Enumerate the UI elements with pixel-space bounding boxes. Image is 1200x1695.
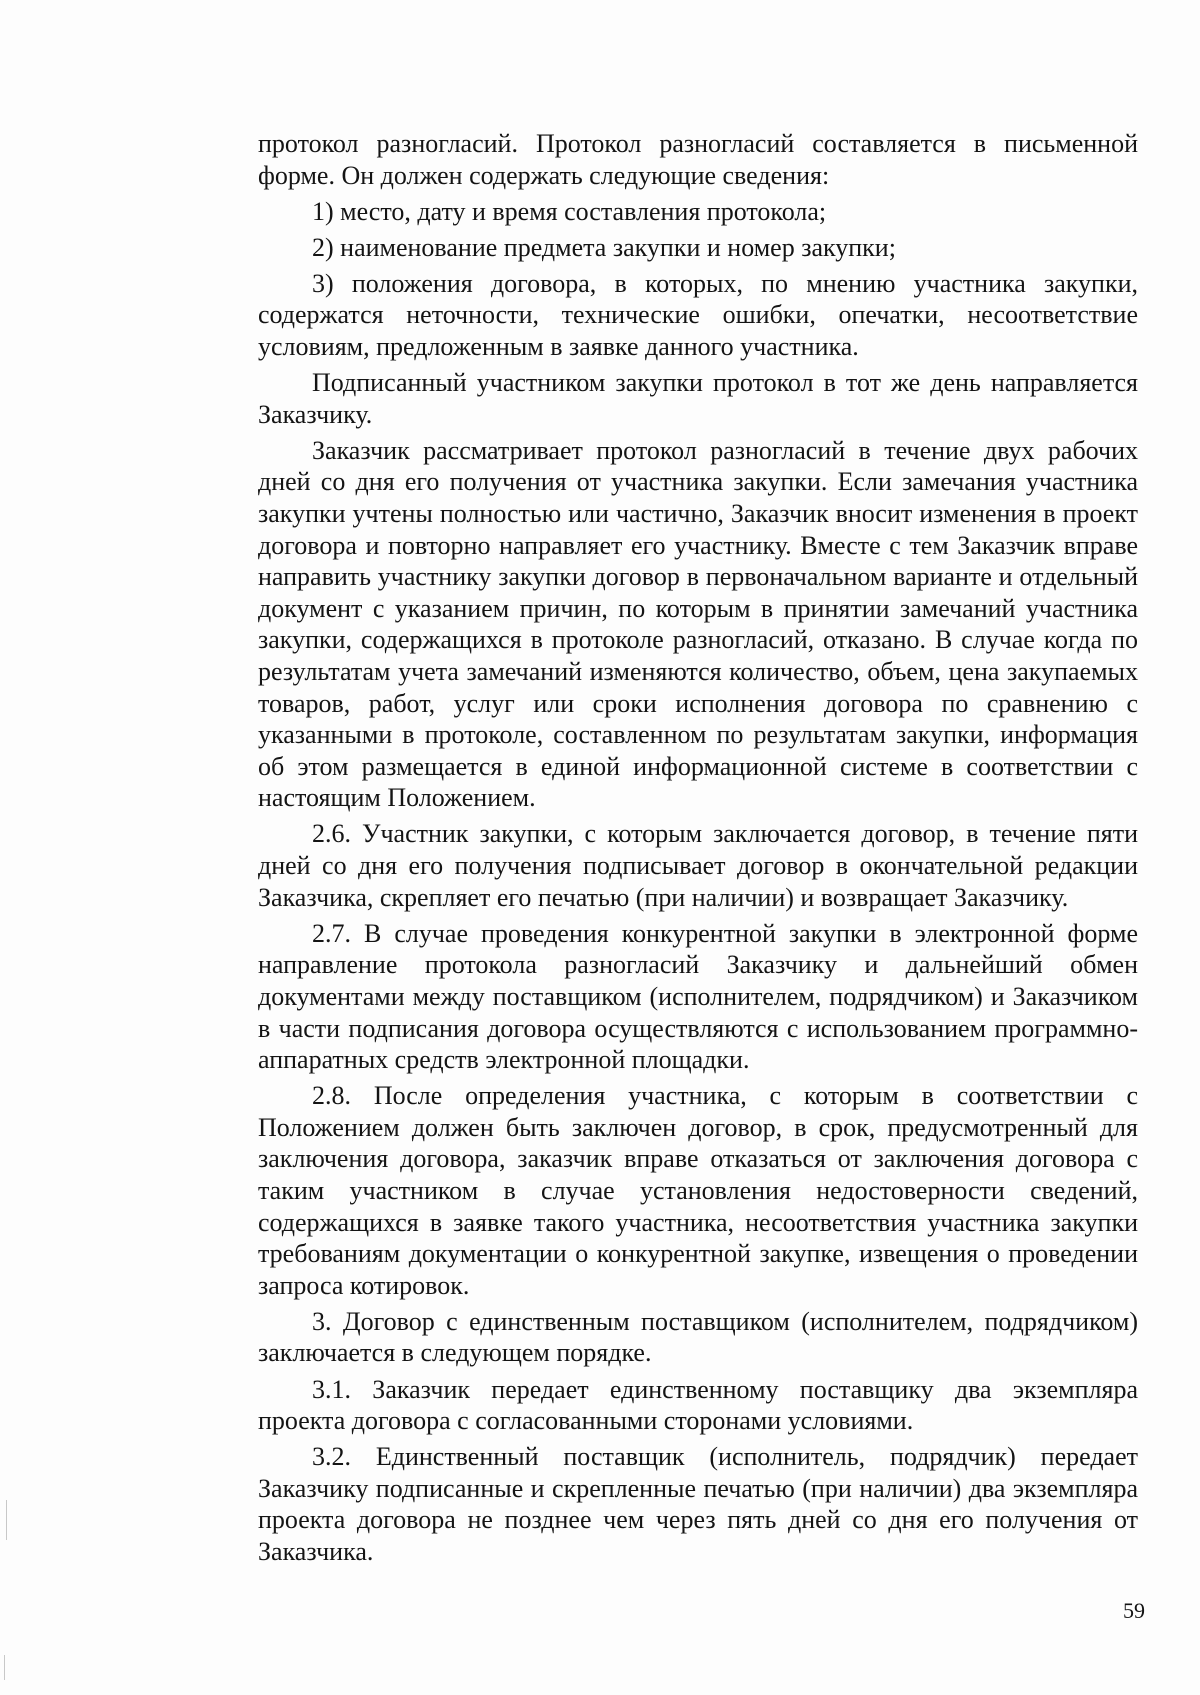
list-item-1: 1) место, дату и время составления протокола; xyxy=(312,196,827,226)
paragraph-customer-review: Заказчик рассматривает протокол разногласий в течение двух рабочих дней со дня его получения от участника закупки. Если замечания участника закупки учтены полностью или частично, Заказчик вносит изменения в проект договора и повторно направляет его участнику. Вместе с тем Заказчик вправе направить участнику закупки договор в первоначальном варианте и отдельный документ с указанием причин, по которым в принятии замечаний участника закупки, содержащихся в протоколе разногласий, отказано. В случае когда по результатам учета замечаний изменяются количество, объем, цена закупаемых товаров, работ, услуг или сроки исполнения договора по сравнению с указанными в протоколе, составленном по результатам закупки, информация об этом размещается в единой информационной системе в соответствии с настоящим Положением. xyxy=(258,435,1138,813)
clause-3-2: 3.2. Единственный поставщик (исполнитель, подрядчик) передает Заказчику подписанные и скрепленные печатью (при наличии) два экземпляра проекта договора не позднее чем через пять дней со дня его получения от Заказчика. xyxy=(258,1442,1138,1567)
paragraph-signed-protocol: Подписанный участником закупки протокол в тот же день направляется Заказчику. xyxy=(258,368,1138,429)
clause-2-6: 2.6. Участник закупки, с которым заключается договор, в течение пяти дней со дня его получения подписывает договор в окончательной редакции Заказчика, скрепляет его печатью (при наличии) и возвращает Заказчику. xyxy=(258,819,1138,912)
clause-3: 3. Договор с единственным поставщиком (исполнителем, подрядчиком) заключается в следующем порядке. xyxy=(258,1306,1138,1368)
document-body xyxy=(258,128,1138,1572)
list-item-3: 3) положения договора, в которых, по мнению участника закупки, содержатся неточности, технические ошибки, опечатки, несоответствие условиям, предложенным в заявке данного участника. xyxy=(258,268,1138,362)
clause-2-7: 2.7. В случае проведения конкурентной закупки в электронной форме направление протокола разногласий Заказчику и дальнейший обмен документами между поставщиком (исполнителем, подрядчиком) и Заказчиком в части подписания договора осуществляются с использованием программно-аппаратных средств электронной площадки. xyxy=(258,918,1138,1075)
scan-edge-mark xyxy=(4,1655,5,1680)
scan-edge-mark xyxy=(6,1500,7,1540)
list-item-2: 2) наименование предмета закупки и номер закупки; xyxy=(312,232,896,262)
paragraph-continuation: протокол разногласий. Протокол разногласий составляется в письменной форме. Он должен содержать следующие сведения: xyxy=(258,129,1138,190)
page-number: 59 xyxy=(1123,1598,1145,1623)
clause-3-1: 3.1. Заказчик передает единственному поставщику два экземпляра проекта договора с согласованными сторонами условиями. xyxy=(258,1374,1138,1436)
clause-2-8: 2.8. После определения участника, с которым в соответствии с Положением должен быть заключен договор, в срок, предусмотренный для заключения договора, заказчик вправе отказаться от заключения договора с таким участником в случае установления недостоверности сведений, содержащихся в заявке такого участника, несоответствия участника закупки требованиям документации о конкурентной закупке, извещения о проведении запроса котировок. xyxy=(258,1081,1138,1300)
